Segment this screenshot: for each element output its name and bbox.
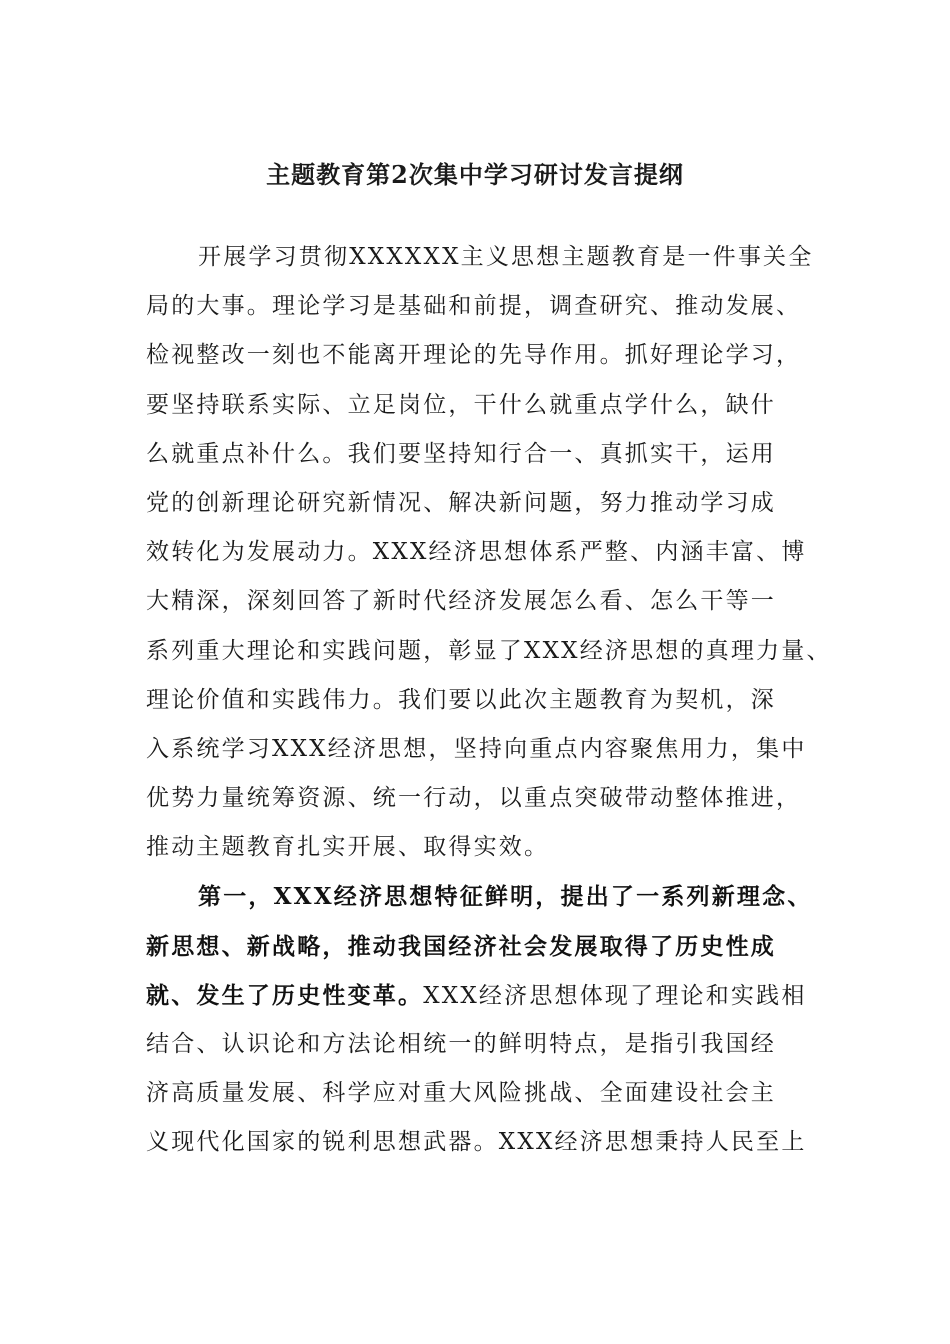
section-heading-end: 就、发生了历史性变革。 (146, 981, 424, 1009)
paragraph-line: 推动主题教育扎实开展、取得实效。 (146, 834, 550, 861)
paragraph-line: 义现代化国家的锐利思想武器。XXX经济思想秉持人民至上 (146, 1129, 807, 1156)
section-heading-line: 第一，XXX经济思想特征鲜明，提出了一系列新理念、 (198, 883, 813, 911)
document-title: 主题教育第2次集中学习研讨发言提纲 (266, 160, 684, 189)
paragraph-line: 开展学习贯彻XXXXXX主义思想主题教育是一件事关全 (198, 244, 814, 270)
paragraph-line: 么就重点补什么。我们要坚持知行合一、真抓实干，运用 (146, 440, 776, 467)
paragraph-line: 理论价值和实践伟力。我们要以此次主题教育为契机，深 (146, 686, 776, 713)
paragraph-line: 入系统学习XXX经济思想，坚持向重点内容聚焦用力，集中 (146, 735, 807, 762)
paragraph-line: 党的创新理论研究新情况、解决新问题，努力推动学习成 (146, 489, 776, 516)
paragraph-line: 效转化为发展动力。XXX经济思想体系严整、内涵丰富、博 (146, 539, 807, 566)
paragraph-line: 检视整改一刻也不能离开理论的先导作用。抓好理论学习， (146, 342, 802, 369)
paragraph-line: 济高质量发展、科学应对重大风险挑战、全面建设社会主 (146, 1080, 776, 1107)
paragraph-line: 大精深，深刻回答了新时代经济发展怎么看、怎么干等一 (146, 588, 776, 615)
paragraph-line: 局的大事。理论学习是基础和前提，调查研究、推动发展、 (146, 293, 802, 320)
paragraph-line: 结合、认识论和方法论相统一的鲜明特点，是指引我国经 (146, 1031, 776, 1057)
paragraph-line-mixed (146, 971, 846, 1020)
paragraph-text: XXX经济思想体现了理论和实践相 (423, 982, 807, 1009)
paragraph-line: 优势力量统筹资源、统一行动，以重点突破带动整体推进， (146, 785, 802, 812)
document-body (146, 233, 846, 1168)
section-heading-line: 新思想、新战略，推动我国经济社会发展取得了历史性成 (146, 932, 776, 960)
paragraph-line: 要坚持联系实际、立足岗位，干什么就重点学什么，缺什 (146, 391, 776, 418)
paragraph-line: 系列重大理论和实践问题，彰显了XXX经济思想的真理力量、 (146, 637, 832, 664)
